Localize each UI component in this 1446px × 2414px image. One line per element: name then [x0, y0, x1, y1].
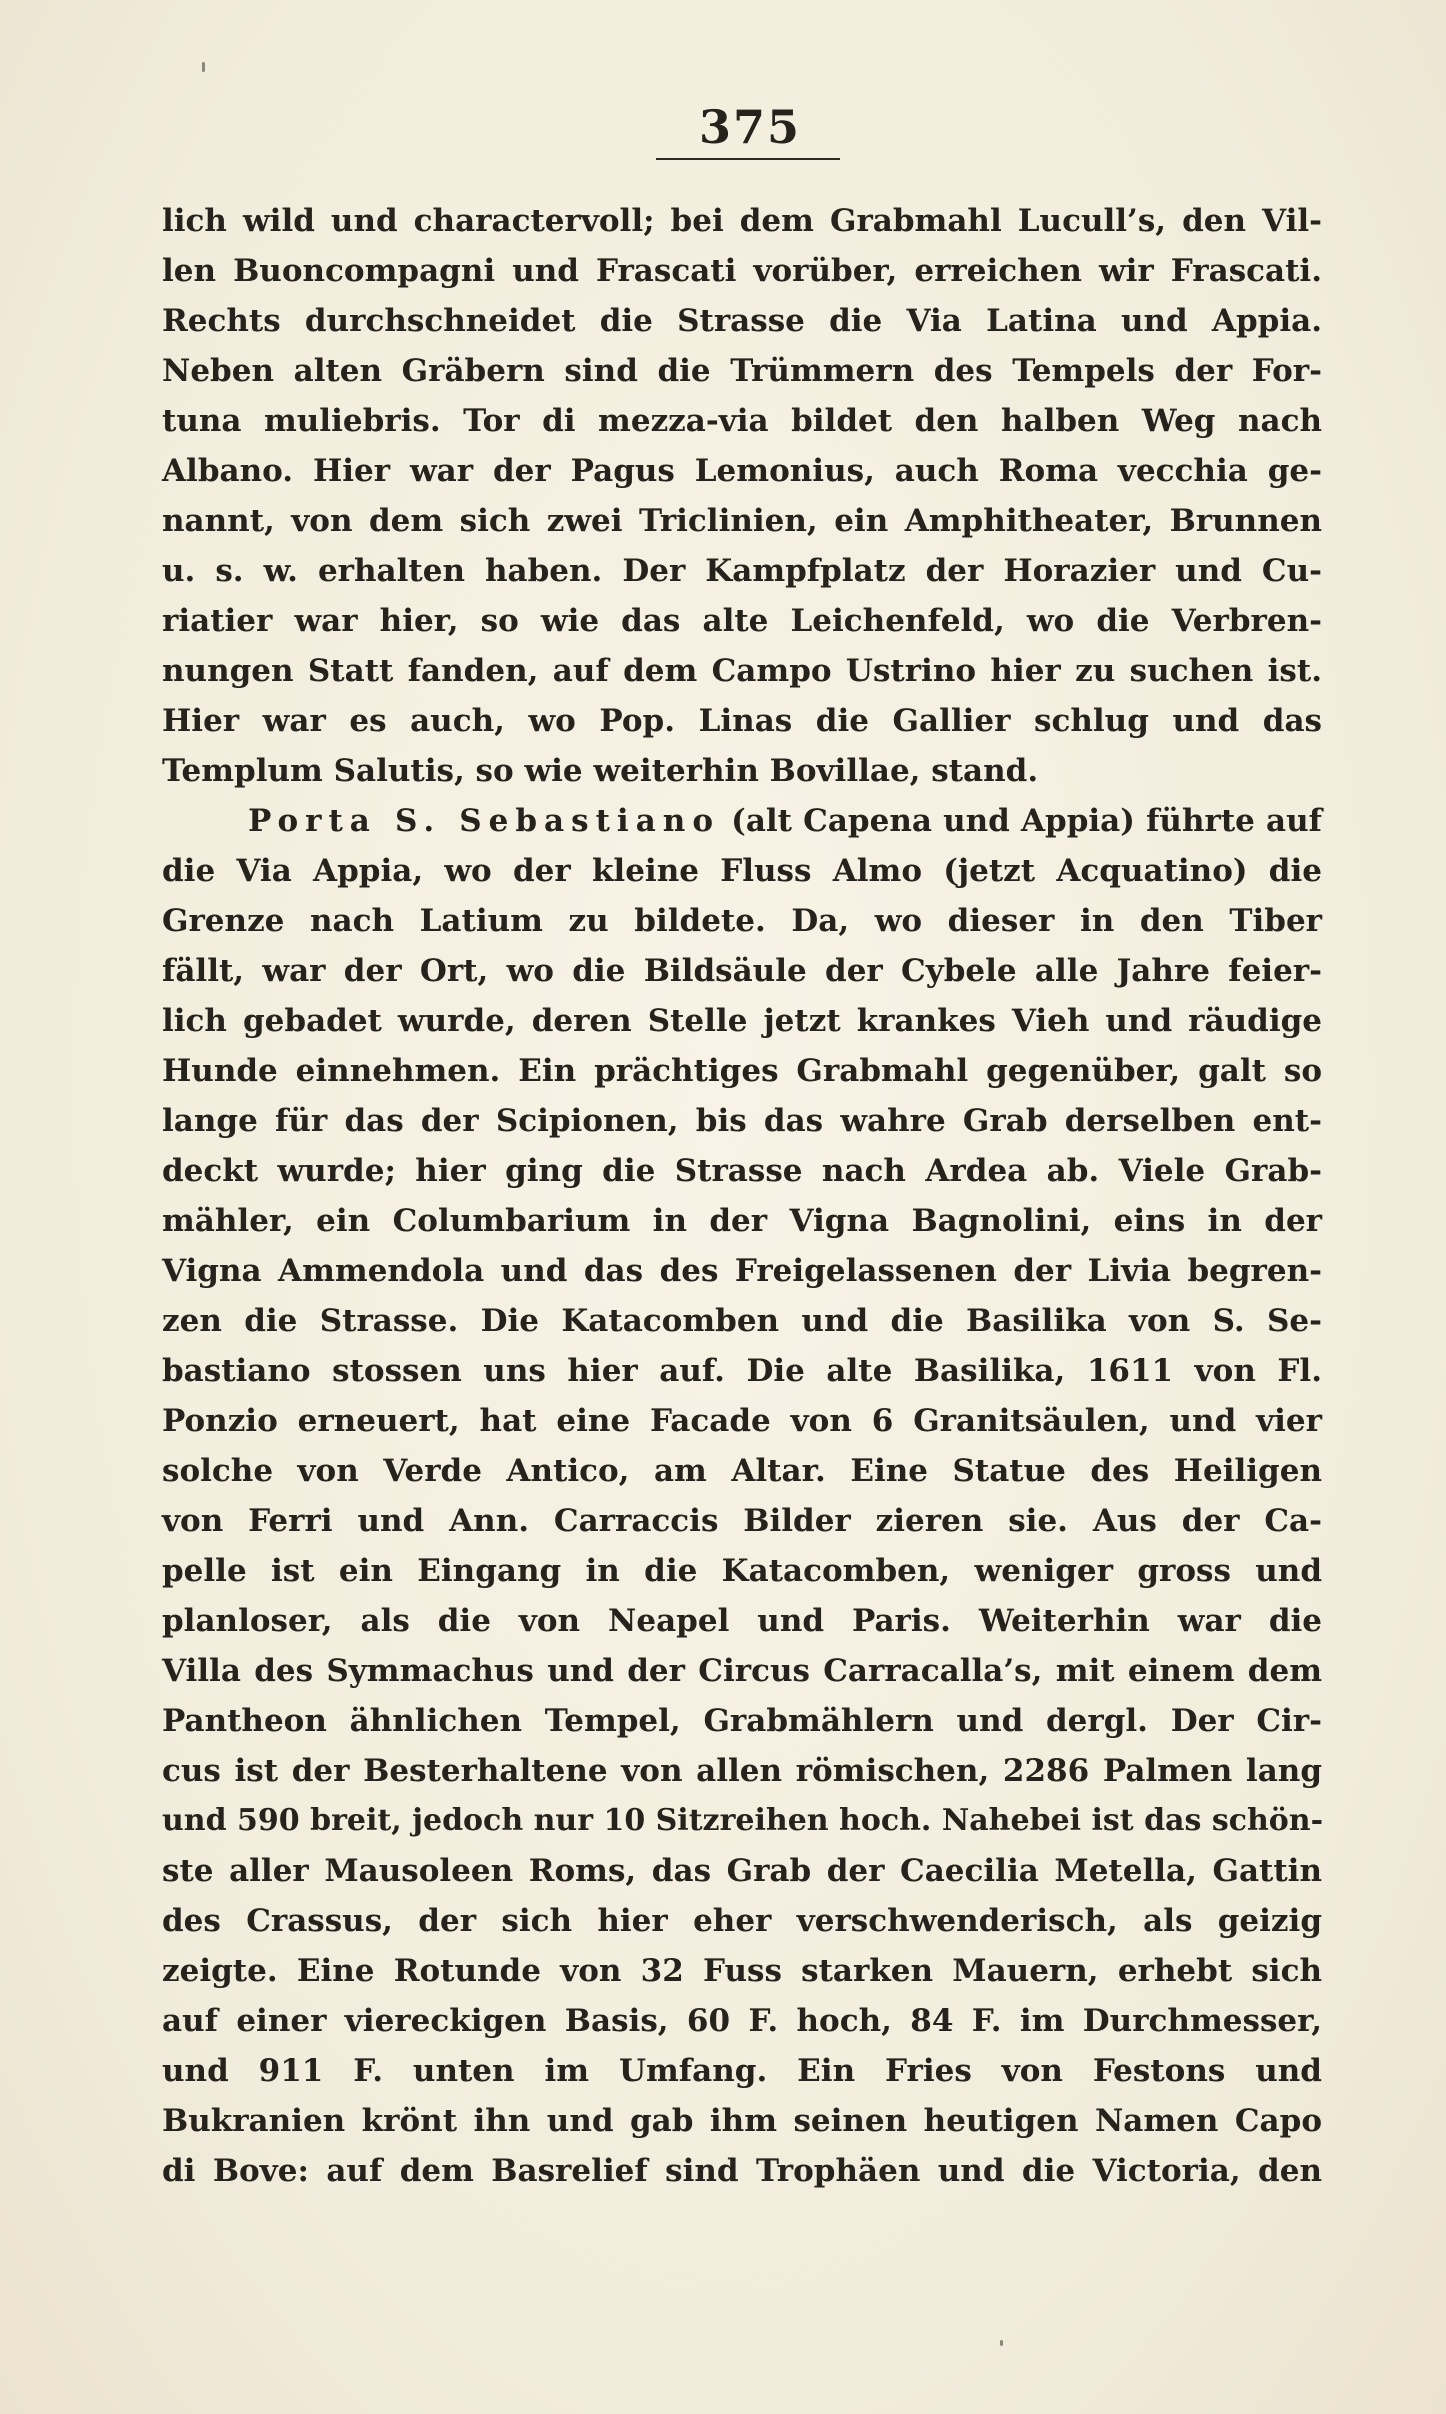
text-line: planloser, als die von Neapel und Paris. Weiterhin war die: [162, 1603, 1322, 1639]
text-line: nungen Statt fanden, auf dem Campo Ustrino hier zu suchen ist.: [162, 653, 1322, 689]
text-line: tuna muliebris. Tor di mezza-via bildet den halben Weg nach: [162, 403, 1322, 439]
text-line: nannt, von dem sich zwei Triclinien, ein Amphitheater, Brunnen: [162, 503, 1322, 539]
text-line: riatier war hier, so wie das alte Leichenfeld, wo die Verbren-: [162, 603, 1322, 639]
text-line: des Crassus, der sich hier eher verschwenderisch, als geizig: [162, 1903, 1322, 1939]
body-text: [162, 196, 1322, 2196]
text-line-lead: [162, 796, 1322, 846]
text-line: Rechts durchschneidet die Strasse die Via Latina und Appia.: [162, 303, 1322, 339]
text-line: len Buoncompagni und Frascati vorüber, erreichen wir Frascati.: [162, 253, 1322, 289]
text-line: mähler, ein Columbarium in der Vigna Bagnolini, eins in der: [162, 1203, 1322, 1239]
paper-speck: [202, 62, 205, 72]
text-line: Bukranien krönt ihn und gab ihm seinen heutigen Namen Capo: [162, 2103, 1322, 2139]
text-line: von Ferri und Ann. Carraccis Bilder zieren sie. Aus der Ca-: [162, 1503, 1322, 1539]
text-line: Hunde einnehmen. Ein prächtiges Grabmahl gegenüber, galt so: [162, 1053, 1322, 1089]
text-line: bastiano stossen uns hier auf. Die alte Basilika, 1611 von Fl.: [162, 1353, 1322, 1389]
spaced-heading: Porta S. Sebastiano: [248, 803, 720, 839]
text-line: lich gebadet wurde, deren Stelle jetzt krankes Vieh und räudige: [162, 1003, 1322, 1039]
text-line: u. s. w. erhalten haben. Der Kampfplatz der Horazier und Cu-: [162, 553, 1322, 589]
text-line: Templum Salutis, so wie weiterhin Bovillae, stand.: [162, 753, 1039, 789]
page-number-rule: [656, 158, 840, 160]
text-line: lich wild und charactervoll; bei dem Grabmahl Lucull’s, den Vil-: [162, 203, 1322, 239]
text-line: pelle ist ein Eingang in die Katacomben, weniger gross und: [162, 1553, 1322, 1589]
text-line: Grenze nach Latium zu bildete. Da, wo dieser in den Tiber: [162, 903, 1322, 939]
text-line: cus ist der Besterhaltene von allen römischen, 2286 Palmen lang: [162, 1753, 1322, 1789]
page-number: 375: [698, 100, 802, 154]
text-line: und 911 F. unten im Umfang. Ein Fries von Festons und: [162, 2053, 1322, 2089]
text-line: zen die Strasse. Die Katacomben und die Basilika von S. Se-: [162, 1303, 1322, 1339]
text-line: fällt, war der Ort, wo die Bildsäule der Cybele alle Jahre feier-: [162, 953, 1322, 989]
text-line: die Via Appia, wo der kleine Fluss Almo (jetzt Acquatino) die: [162, 853, 1322, 889]
text-line: Ponzio erneuert, hat eine Facade von 6 Granitsäulen, und vier: [162, 1403, 1322, 1439]
text-line: solche von Verde Antico, am Altar. Eine Statue des Heiligen: [162, 1453, 1322, 1489]
text-line: auf einer viereckigen Basis, 60 F. hoch, 84 F. im Durchmesser,: [162, 2003, 1322, 2039]
text-line: di Bove: auf dem Basrelief sind Trophäen und die Victoria, den: [162, 2153, 1322, 2189]
text-line: deckt wurde; hier ging die Strasse nach Ardea ab. Viele Grab-: [162, 1153, 1322, 1189]
text-line: Vigna Ammendola und das des Freigelassenen der Livia begren-: [162, 1253, 1322, 1289]
text-line: Pantheon ähnlichen Tempel, Grabmählern und dergl. Der Cir-: [162, 1703, 1322, 1739]
text-line: zeigte. Eine Rotunde von 32 Fuss starken Mauern, erhebt sich: [162, 1953, 1322, 1989]
text-line: Hier war es auch, wo Pop. Linas die Gallier schlug und das: [162, 703, 1322, 739]
paragraph-2: [162, 796, 1322, 2196]
text-line: ste aller Mausoleen Roms, das Grab der Caecilia Metella, Gattin: [162, 1853, 1322, 1889]
text-line: Villa des Symmachus und der Circus Carracalla’s, mit einem dem: [162, 1653, 1322, 1689]
text-line: lange für das der Scipionen, bis das wahre Grab derselben ent-: [162, 1103, 1322, 1139]
text-line: Neben alten Gräbern sind die Trümmern des Tempels der For-: [162, 353, 1322, 389]
text-line: Albano. Hier war der Pagus Lemonius, auch Roma vecchia ge-: [162, 453, 1322, 489]
text-line: und 590 breit, jedoch nur 10 Sitzreihen hoch. Nahebei ist das schön-: [162, 1803, 1324, 1838]
paragraph-1: [162, 196, 1322, 796]
paper-speck: [1000, 2340, 1003, 2346]
text-fragment: (alt Capena und Appia) führte auf: [731, 803, 1322, 839]
